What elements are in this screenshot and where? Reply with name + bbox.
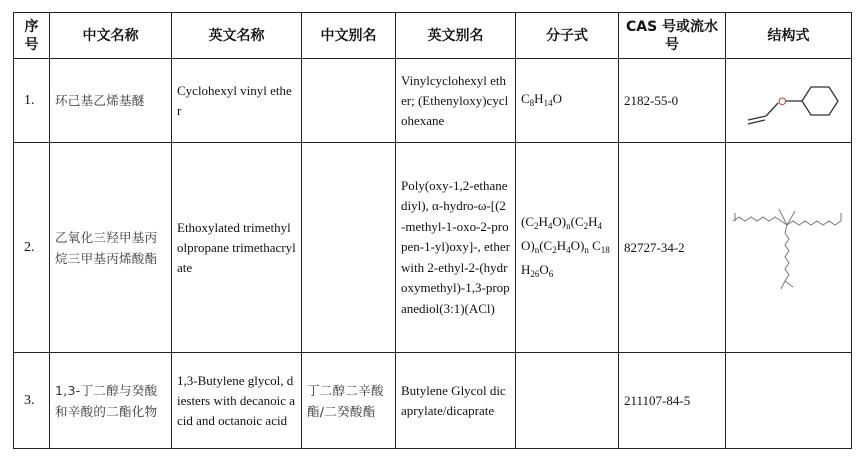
row-zh-alias [302, 143, 396, 353]
row-no: 3. [14, 353, 50, 449]
header-cas: CAS 号或流水号 [619, 13, 726, 59]
chemical-table [13, 12, 852, 449]
table-row [14, 59, 852, 143]
row-zh-alias: 丁二醇二辛酸酯/二癸酸酯 [302, 353, 396, 449]
header-formula: 分子式 [516, 13, 619, 59]
table-row [14, 353, 852, 449]
row-no: 2. [14, 143, 50, 353]
ethoxylated-tmp-trimethacrylate-structure [729, 203, 849, 293]
row-zh-name: 乙氧化三羟甲基丙烷三甲基丙烯酸酯 [50, 143, 172, 353]
row-formula [516, 353, 619, 449]
row-formula: $(C_2H_4O)_n(C_2H_4O)_n(C_2H_4O)_n$ $C_{18}H_{26}O_6$ [516, 143, 619, 353]
header-no: 序号 [14, 13, 50, 59]
row-zh-name: 1,3-丁二醇与癸酸和辛酸的二酯化物 [50, 353, 172, 449]
svg-text:O: O [777, 95, 787, 108]
row-en-alias: Vinylcyclohexyl ether; (Ethenyloxy)cyclohexane [396, 59, 516, 143]
row-no: 1. [14, 59, 50, 143]
header-row [14, 13, 852, 59]
header-en-alias: 英文别名 [396, 13, 516, 59]
cyclohexyl-vinyl-ether-structure [734, 71, 844, 131]
row-formula: $C_8H_{14}O$ [516, 59, 619, 143]
row-en-alias: Butylene Glycol dicaprylate/dicaprate [396, 353, 516, 449]
row-zh-name: 环己基乙烯基醚 [50, 59, 172, 143]
row-structure [726, 59, 852, 143]
header-zh-name: 中文名称 [50, 13, 172, 59]
row-cas: 82727-34-2 [619, 143, 726, 353]
row-en-name: Ethoxylated trimethylolpropane trimethacrylate [172, 143, 302, 353]
row-en-name: 1,3-Butylene glycol, diesters with decanoic acid and octanoic acid [172, 353, 302, 449]
table-row [14, 143, 852, 353]
row-en-alias: Poly(oxy-1,2-ethanediyl), α-hydro-ω-[(2-methyl-1-oxo-2-propen-1-yl)oxy]-, ether with 2-ethyl-2-(hydroxymethyl)-1,3-propanediol(3:1)(ACl) [396, 143, 516, 353]
header-zh-alias: 中文别名 [302, 13, 396, 59]
header-en-name: 英文名称 [172, 13, 302, 59]
row-zh-alias [302, 59, 396, 143]
row-structure [726, 353, 852, 449]
row-en-name: Cyclohexyl vinyl ether [172, 59, 302, 143]
row-cas: 2182-55-0 [619, 59, 726, 143]
row-structure [726, 143, 852, 353]
header-structure: 结构式 [726, 13, 852, 59]
row-cas: 211107-84-5 [619, 353, 726, 449]
